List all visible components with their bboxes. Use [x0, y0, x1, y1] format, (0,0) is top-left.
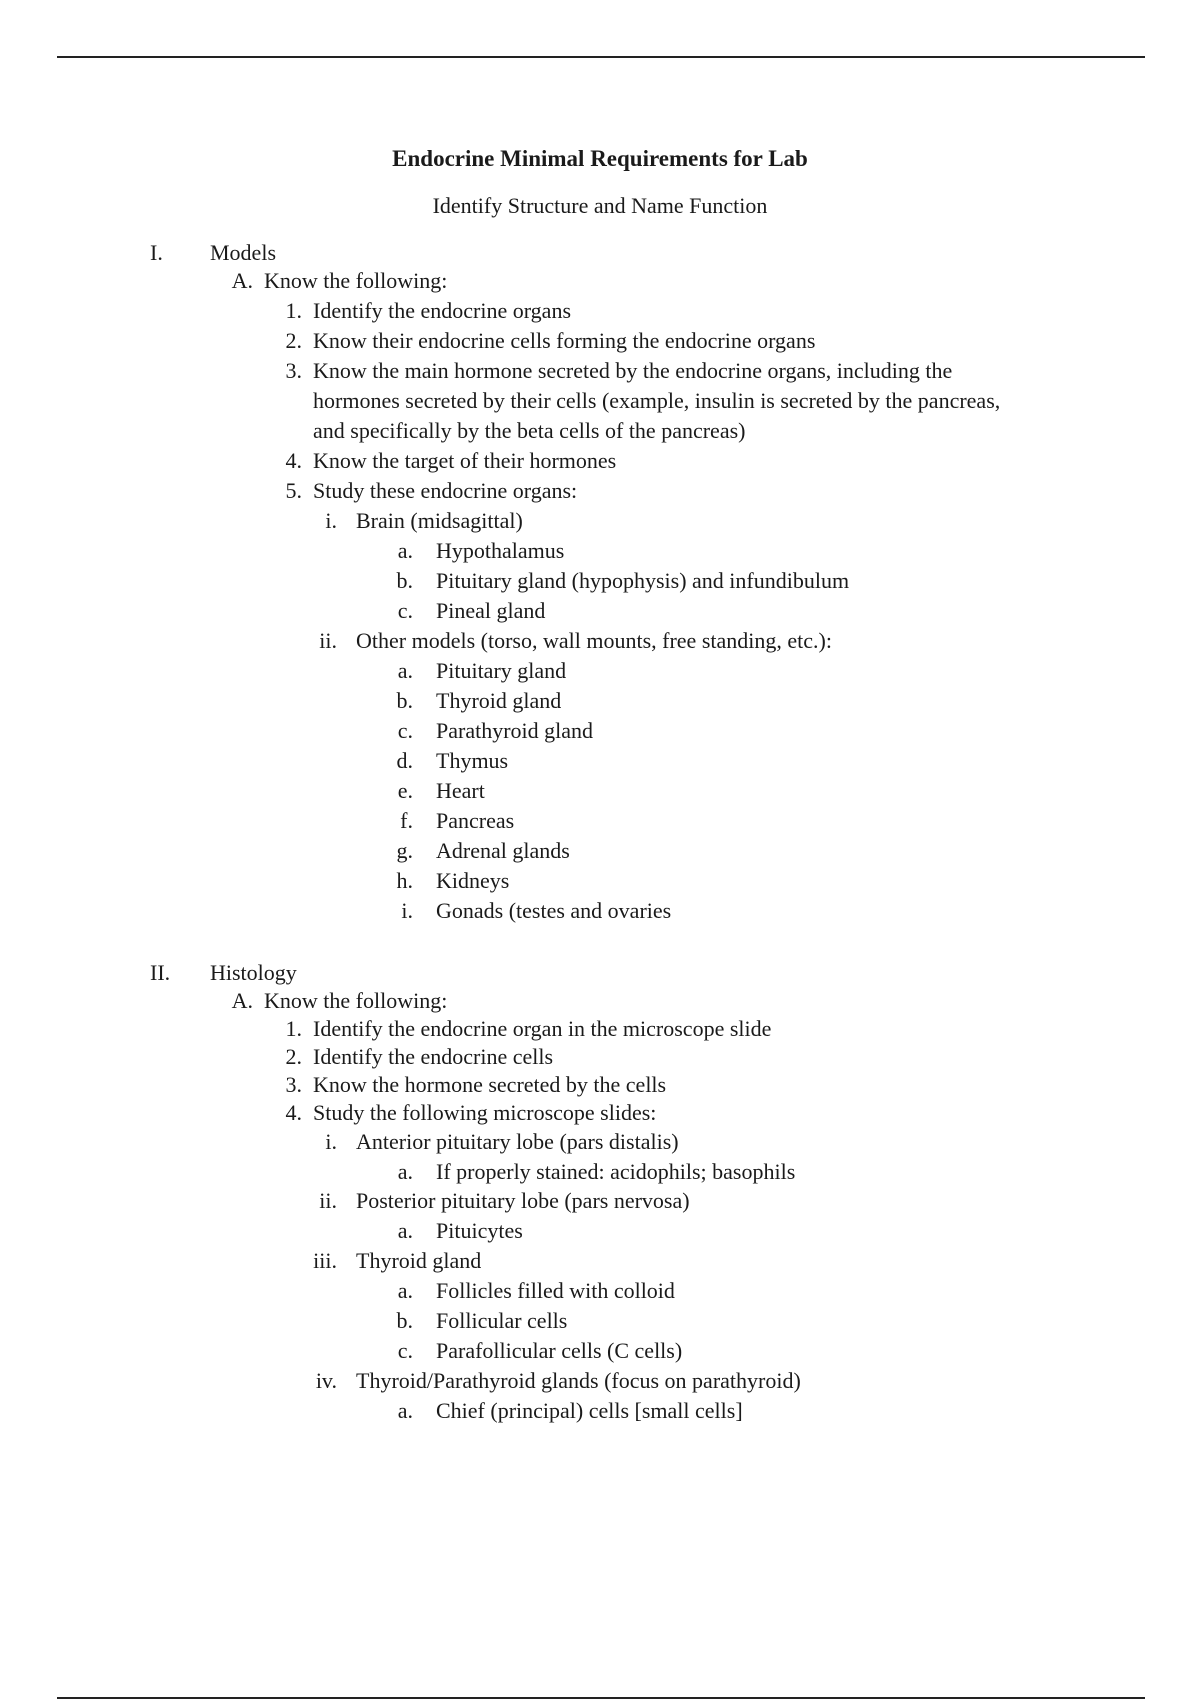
list-item: [0, 476, 1200, 506]
outline-marker: a.: [397, 1278, 413, 1303]
list-item: [0, 596, 1200, 626]
outline-marker: ii.: [319, 1188, 337, 1213]
outline-marker: I.: [150, 240, 163, 265]
outline-marker: c.: [397, 1338, 413, 1363]
list-item: [0, 536, 1200, 566]
outline-text: Chief (principal) cells [small cells]: [436, 1398, 743, 1423]
outline-marker: i.: [325, 508, 337, 533]
outline-marker: 1.: [285, 298, 302, 323]
outline-label: Models: [210, 240, 276, 265]
document-subtitle: Identify Structure and Name Function: [432, 193, 768, 218]
outline-label: Posterior pituitary lobe (pars nervosa): [356, 1188, 690, 1213]
list-item: [0, 356, 1200, 386]
outline-marker: h.: [396, 868, 413, 893]
slide-heading: [0, 1127, 1200, 1157]
outline-marker: A.: [231, 268, 253, 293]
list-item: [0, 1098, 1200, 1128]
list-item: [0, 746, 1200, 776]
list-item-continuation: [0, 416, 1200, 446]
slide-heading: [0, 1186, 1200, 1216]
outline-marker: b.: [396, 1308, 413, 1333]
outline-text: Hypothalamus: [436, 538, 565, 563]
outline-text: Know the hormone secreted by the cells: [313, 1072, 667, 1097]
outline-text: Parafollicular cells (C cells): [436, 1338, 683, 1363]
outline-marker: i.: [325, 1129, 337, 1154]
outline-text: Identify the endocrine organs: [313, 298, 572, 323]
outline-marker: c.: [397, 598, 413, 623]
outline-label: Histology: [210, 960, 297, 985]
outline-text: Thymus: [436, 748, 509, 773]
outline-marker: d.: [396, 748, 413, 773]
outline-label: Know the following:: [264, 268, 448, 293]
outline-label: Other models (torso, wall mounts, free standing, etc.):: [356, 628, 832, 653]
outline-marker: a.: [397, 1159, 413, 1184]
list-item: [0, 1306, 1200, 1336]
outline-marker: b.: [396, 688, 413, 713]
list-item: [0, 866, 1200, 896]
outline-marker: 3.: [285, 358, 302, 383]
list-item: [0, 686, 1200, 716]
list-item: [0, 806, 1200, 836]
list-item: [0, 446, 1200, 476]
outline-text: Know the main hormone secreted by the endocrine organs, including the: [313, 358, 953, 383]
outline-marker: II.: [150, 960, 171, 985]
list-item: [0, 836, 1200, 866]
outline-marker: g.: [396, 838, 413, 863]
outline-text: Pituitary gland: [436, 658, 567, 683]
slide-heading: [0, 1246, 1200, 1276]
outline-label: Know the following:: [264, 988, 448, 1013]
outline-marker: iv.: [315, 1368, 337, 1393]
outline-marker: 2.: [285, 1044, 302, 1069]
outline-marker: a.: [397, 658, 413, 683]
outline-text: Identify the endocrine cells: [313, 1044, 554, 1069]
outline-marker: f.: [400, 808, 413, 833]
section-models-heading: [0, 238, 1200, 268]
list-item: [0, 1014, 1200, 1044]
outline-marker: 2.: [285, 328, 302, 353]
outline-text: Pituitary gland (hypophysis) and infundibulum: [436, 568, 850, 593]
outline-text: Pineal gland: [436, 598, 546, 623]
outline-label: Anterior pituitary lobe (pars distalis): [356, 1129, 679, 1154]
outline-text: Identify the endocrine organ in the microscope slide: [313, 1016, 772, 1041]
outline-text: Thyroid gland: [436, 688, 562, 713]
outline-text: Kidneys: [436, 868, 510, 893]
bottom-rule: [57, 1697, 1145, 1699]
outline-text: Pancreas: [436, 808, 515, 833]
list-item: [0, 896, 1200, 926]
outline-marker: a.: [397, 1218, 413, 1243]
outline-marker: i.: [401, 898, 413, 923]
list-item: [0, 716, 1200, 746]
list-item: [0, 1336, 1200, 1366]
outline-marker: a.: [397, 538, 413, 563]
list-item: [0, 296, 1200, 326]
outline-text: and specifically by the beta cells of the pancreas): [313, 418, 746, 443]
list-item: [0, 1070, 1200, 1100]
outline-marker: c.: [397, 718, 413, 743]
outline-text: Parathyroid gland: [436, 718, 594, 743]
outline-label: Thyroid gland: [356, 1248, 482, 1273]
list-item: [0, 566, 1200, 596]
list-item: [0, 776, 1200, 806]
outline-marker: iii.: [313, 1248, 337, 1273]
outline-text: Follicular cells: [436, 1308, 568, 1333]
histology-know-heading: [0, 986, 1200, 1016]
list-item: [0, 326, 1200, 356]
slide-heading: [0, 1366, 1200, 1396]
list-item: [0, 1276, 1200, 1306]
outline-text: hormones secreted by their cells (example, insulin is secreted by the pancreas,: [313, 388, 1001, 413]
outline-marker: e.: [397, 778, 413, 803]
list-item: [0, 1396, 1200, 1426]
outline-text: Follicles filled with colloid: [436, 1278, 675, 1303]
list-item: [0, 1216, 1200, 1246]
outline-text: Adrenal glands: [436, 838, 570, 863]
models-know-heading: [0, 266, 1200, 296]
outline-text: Know the target of their hormones: [313, 448, 617, 473]
outline-marker: 5.: [285, 478, 302, 503]
outline-text: Study these endocrine organs:: [313, 478, 578, 503]
list-item: [0, 1157, 1200, 1187]
outline-marker: 4.: [285, 1100, 302, 1125]
outline-text: Heart: [436, 778, 485, 803]
outline-marker: b.: [396, 568, 413, 593]
outline-text: Gonads (testes and ovaries: [436, 898, 672, 923]
outline-text: Pituicytes: [436, 1218, 523, 1243]
list-item: [0, 1042, 1200, 1072]
outline-label: Brain (midsagittal): [356, 508, 523, 533]
brain-models-heading: [0, 506, 1200, 536]
list-item: [0, 656, 1200, 686]
outline-text: Know their endocrine cells forming the endocrine organs: [313, 328, 816, 353]
outline-text: Study the following microscope slides:: [313, 1100, 657, 1125]
document-title: Endocrine Minimal Requirements for Lab: [392, 146, 808, 171]
outline-marker: ii.: [319, 628, 337, 653]
list-item-continuation: [0, 386, 1200, 416]
outline-text: If properly stained: acidophils; basophils: [436, 1159, 796, 1184]
section-histology-heading: [0, 958, 1200, 988]
outline-label: Thyroid/Parathyroid glands (focus on parathyroid): [356, 1368, 801, 1393]
other-models-heading: [0, 626, 1200, 656]
outline-marker: a.: [397, 1398, 413, 1423]
outline-marker: A.: [231, 988, 253, 1013]
outline-marker: 1.: [285, 1016, 302, 1041]
outline-marker: 4.: [285, 448, 302, 473]
outline-marker: 3.: [285, 1072, 302, 1097]
